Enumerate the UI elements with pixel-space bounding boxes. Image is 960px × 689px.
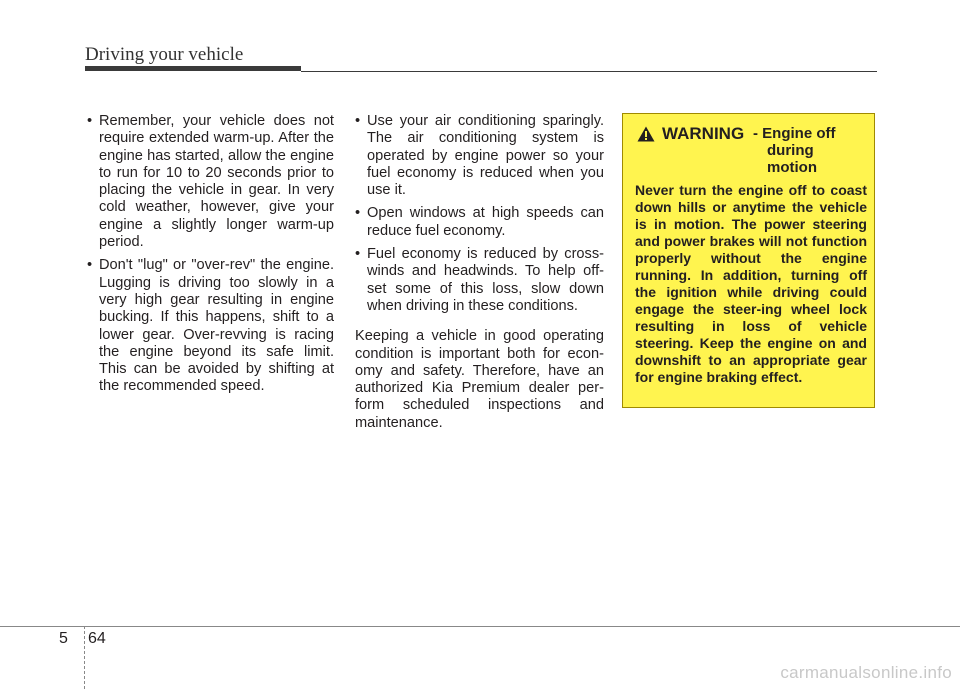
bullet-item-crosswinds: • Fuel economy is reduced by cross-winds and headwinds. To help off-set some of this loss, slow down when driving in these conditions. xyxy=(355,246,604,315)
text-column-left xyxy=(87,113,334,402)
page-number: 64 xyxy=(88,630,106,647)
header-rule xyxy=(301,71,877,72)
warning-subject xyxy=(753,125,873,176)
footer-rule xyxy=(0,626,960,627)
warning-subject-line: during xyxy=(767,142,814,159)
warning-triangle-icon xyxy=(637,126,655,142)
page-header-title: Driving your vehicle xyxy=(85,44,244,65)
bullet-item-windows: • Open windows at high speeds can reduce fuel economy. xyxy=(355,205,604,240)
text-column-middle xyxy=(355,113,604,432)
section-number: 5 xyxy=(59,630,68,647)
header-bar xyxy=(85,66,301,71)
warning-label: WARNING xyxy=(662,124,745,143)
bullet-item-warmup: • Remember, your vehicle does not require extended warm-up. After the engine has started, allow the engine to run for 10 to 20 seconds prior to placing the vehicle in gear. In very cold weather, however, give your engine a slightly longer warm-up period. xyxy=(87,113,334,251)
warning-body: Never turn the engine off to coast down hills or anytime the vehicle is in motion. The power steering and power brakes will not function properly without the engine running. In addition, turning off the ignition while driving could engage the steer-ing wheel lock resulting in loss of vehicle steering. Keep the engine on and downshift to an appropriate gear for engine braking effect. xyxy=(635,182,867,385)
warning-subject-line: - Engine off xyxy=(753,125,836,142)
maintenance-paragraph: Keeping a vehicle in good operating condition is important both for econ-omy and safety. Therefore, have an authorized Kia Premium dealer per-form scheduled inspections and maintenance. xyxy=(355,328,604,431)
footer-divider xyxy=(84,626,86,689)
bullet-item-air-conditioning: • Use your air conditioning sparingly. The air conditioning system is operated by engine power so your fuel economy is reduced when you use it. xyxy=(355,113,604,199)
bullet-item-lug: • Don't "lug" or "over-rev" the engine. Lugging is driving too slowly in a very high gear resulting in engine bucking. If this happens, shift to a lower gear. Over-revving is racing the engine beyond its safe limit. This can be avoided by shifting at the recommended speed. xyxy=(87,257,334,395)
warning-box xyxy=(622,113,875,408)
warning-subject-line: motion xyxy=(767,159,817,176)
watermark: carmanualsonline.info xyxy=(780,663,952,682)
